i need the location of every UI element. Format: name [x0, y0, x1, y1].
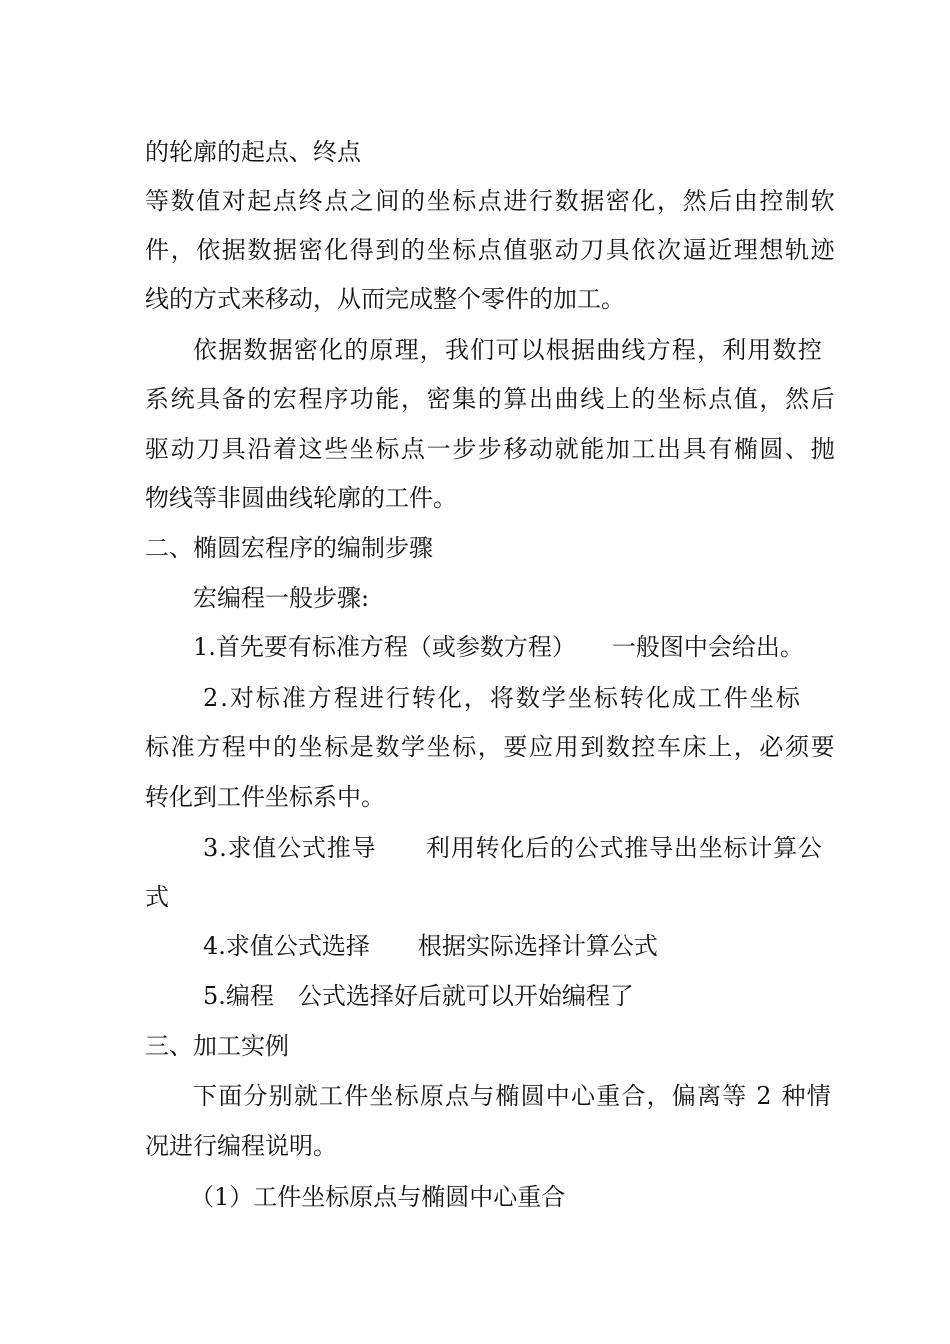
- text-line: 式: [145, 883, 169, 911]
- text-line: 的轮廓的起点、终点: [145, 138, 361, 166]
- text-line: 驱动刀具沿着这些坐标点一步步移动就能加工出具有椭圆、抛: [145, 435, 837, 463]
- text-line: 物线等非圆曲线轮廓的工件。: [145, 484, 457, 512]
- section-heading: 三、加工实例: [145, 1032, 289, 1060]
- list-item: 4.求值公式选择 根据实际选择计算公式: [203, 932, 658, 960]
- text-line: 等数值对起点终点之间的坐标点进行数据密化，然后由控制软: [145, 187, 837, 215]
- list-item: 5.编程 公式选择好后就可以开始编程了: [203, 982, 634, 1010]
- text-line: 标准方程中的坐标是数学坐标，要应用到数控车床上，必须要: [145, 733, 837, 761]
- list-item: 1.首先要有标准方程（或参数方程） 一般图中会给出。: [193, 633, 804, 661]
- text-line: 系统具备的宏程序功能，密集的算出曲线上的坐标点值，然后: [145, 385, 837, 413]
- subsection-heading: （1）工件坐标原点与椭圆中心重合: [190, 1183, 566, 1211]
- section-heading: 二、椭圆宏程序的编制步骤: [145, 534, 433, 562]
- list-item: 2.对标准方程进行转化，将数学坐标转化成工件坐标: [203, 684, 802, 712]
- text-line: 宏编程一般步骤:: [193, 584, 370, 612]
- paragraph-first-line: 依据数据密化的原理，我们可以根据曲线方程，利用数控: [193, 336, 823, 364]
- text-line: 件，依据数据密化得到的坐标点值驱动刀具依次逼近理想轨迹: [145, 236, 837, 264]
- text-line: 况进行编程说明。: [145, 1132, 337, 1160]
- text-line: 转化到工件坐标系中。: [145, 783, 385, 811]
- text-line: 线的方式来移动，从而完成整个零件的加工。: [145, 285, 625, 313]
- paragraph-first-line: 下面分别就工件坐标原点与椭圆中心重合，偏离等 2 种情: [193, 1082, 832, 1110]
- list-item: 3.求值公式推导 利用转化后的公式推导出坐标计算公: [203, 834, 823, 862]
